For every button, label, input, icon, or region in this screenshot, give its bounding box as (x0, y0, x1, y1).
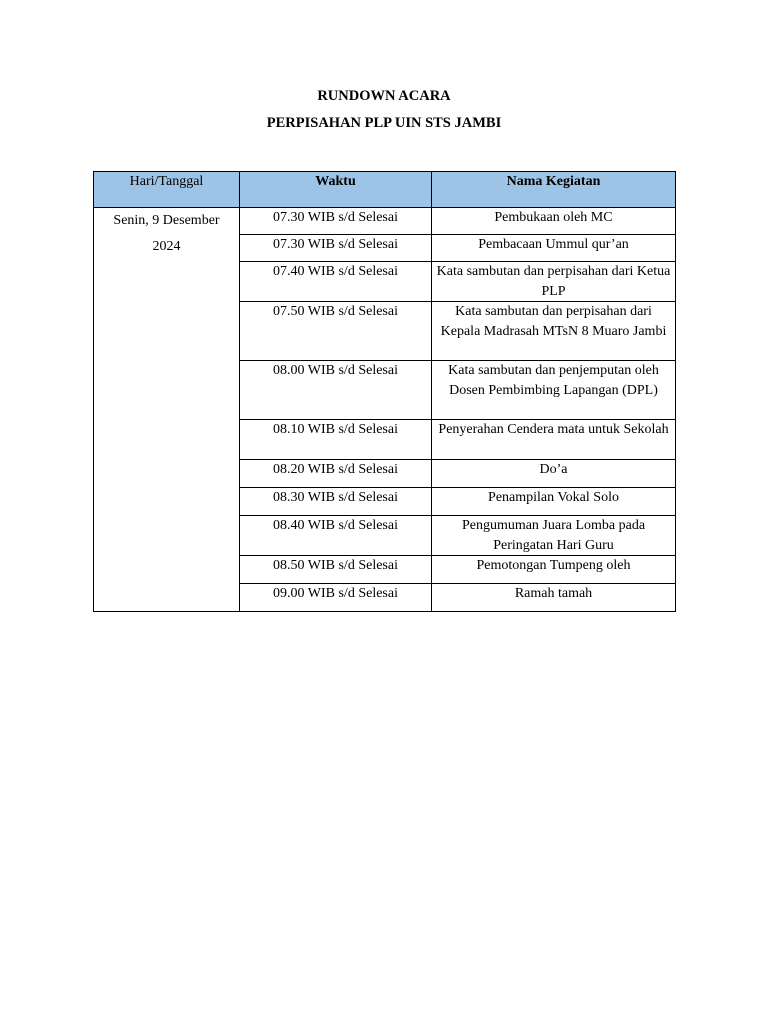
time-cell: 07.30 WIB s/d Selesai (240, 208, 432, 235)
activity-cell: Pemotongan Tumpeng oleh (432, 556, 676, 584)
activity-cell: Penyerahan Cendera mata untuk Sekolah (432, 420, 676, 460)
table-row (94, 208, 676, 235)
time-cell: 08.40 WIB s/d Selesai (240, 516, 432, 556)
header-waktu: Waktu (240, 172, 432, 208)
time-cell: 08.50 WIB s/d Selesai (240, 556, 432, 584)
time-cell: 07.50 WIB s/d Selesai (240, 302, 432, 361)
time-cell: 07.40 WIB s/d Selesai (240, 262, 432, 302)
document-title: RUNDOWN ACARA (317, 88, 451, 104)
activity-cell: Pengumuman Juara Lomba pada Peringatan Hari Guru (432, 516, 676, 556)
activity-cell: Kata sambutan dan perpisahan dari Kepala Madrasah MTsN 8 Muaro Jambi (432, 302, 676, 361)
date-cell: Senin, 9 Desember 2024 (94, 208, 240, 612)
activity-cell: Penampilan Vokal Solo (432, 488, 676, 516)
activity-cell: Do’a (432, 460, 676, 488)
time-cell: 08.10 WIB s/d Selesai (240, 420, 432, 460)
activity-cell: Pembacaan Ummul qur’an (432, 235, 676, 262)
time-cell: 07.30 WIB s/d Selesai (240, 235, 432, 262)
rundown-table (93, 171, 676, 612)
table-header-row (94, 172, 676, 208)
header-hari-tanggal: Hari/Tanggal (94, 172, 240, 208)
activity-cell: Kata sambutan dan penjemputan oleh Dosen Pembimbing Lapangan (DPL) (432, 361, 676, 420)
time-cell: 08.20 WIB s/d Selesai (240, 460, 432, 488)
activity-cell: Kata sambutan dan perpisahan dari Ketua PLP (432, 262, 676, 302)
time-cell: 09.00 WIB s/d Selesai (240, 584, 432, 612)
document-subtitle: PERPISAHAN PLP UIN STS JAMBI (266, 115, 502, 131)
time-cell: 08.00 WIB s/d Selesai (240, 361, 432, 420)
activity-cell: Ramah tamah (432, 584, 676, 612)
time-cell: 08.30 WIB s/d Selesai (240, 488, 432, 516)
header-nama-kegiatan: Nama Kegiatan (432, 172, 676, 208)
activity-cell: Pembukaan oleh MC (432, 208, 676, 235)
